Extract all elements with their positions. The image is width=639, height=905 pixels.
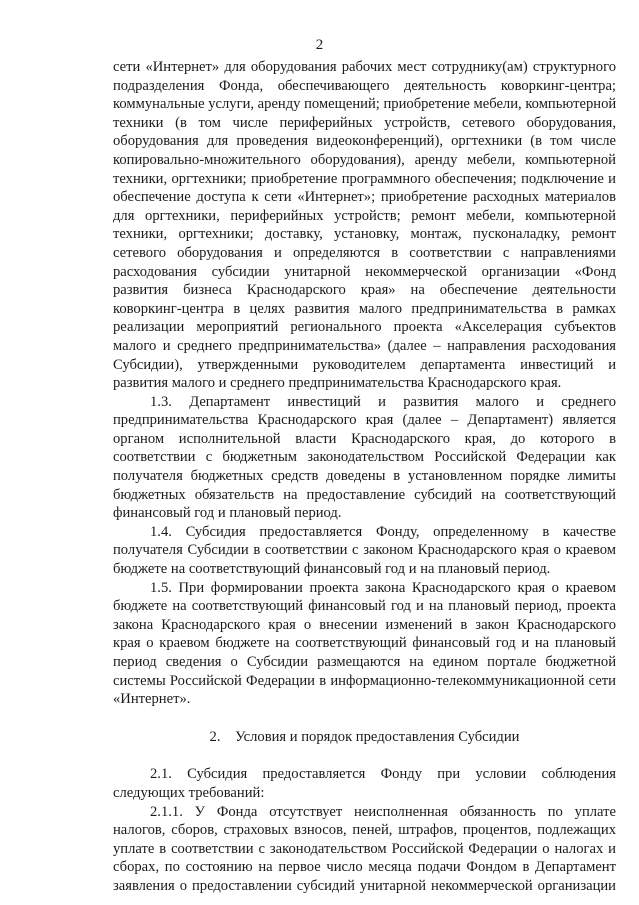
text-line: сетевого оборудования и определяются в соответствии с направлениями: [113, 244, 616, 261]
text-line: подразделения Фонда, обеспечивающего деятельность коворкинг-центра;: [113, 77, 616, 94]
text-line: техники, оргтехники; приобретение программного обеспечения; подключение и: [113, 170, 616, 187]
text-line: получателя Субсидии в соответствии с законом Краснодарского края о краевом: [113, 542, 616, 559]
text-line: сборах, по состоянию на первое число месяца подачи Фондом в Департамент: [113, 859, 616, 876]
text-line: коммунальные услуги, аренду помещений; приобретение мебели, компьютерной: [113, 96, 617, 113]
text-line: сети «Интернет» для оборудования рабочих мест сотруднику(ам) структурного: [113, 59, 616, 75]
text-line: период сведения о Субсидии размещаются на едином портале бюджетной: [113, 654, 616, 670]
text-line: края о краевом бюджете на соответствующий финансовый год и на плановый: [113, 635, 616, 652]
spacer: [113, 709, 616, 728]
paragraph-1-5-start: 1.5. При формировании проекта закона Краснодарского края о краевом: [150, 579, 616, 596]
paragraph-1-3-start: 1.3. Департамент инвестиций и развития малого и среднего: [150, 393, 616, 410]
paragraph-2-1-1-start: 2.1.1. У Фонда отсутствует неисполненная обязанность по уплате: [150, 803, 616, 820]
text-line: техники (в том числе периферийных устройств, сетевого оборудования,: [113, 114, 616, 131]
text-line: заявления о предоставлении субсидий унитарной некоммерческой организации: [113, 877, 616, 894]
text-line: системы Российской Федерации в информационно-телекоммуникационной сети: [113, 672, 616, 689]
text-line: техники, оргтехники; доставку, установку, монтаж, пусконаладку, ремонт: [113, 226, 616, 243]
text-line: Субсидии), утвержденными руководителем департамента инвестиций и: [113, 356, 616, 373]
text-line: финансовый год и плановый период.: [113, 505, 342, 522]
page-number: 2: [315, 37, 324, 53]
text-line: обеспечение доступа к сети «Интернет»; приобретение расходных материалов: [113, 189, 616, 206]
text-line: реализации мероприятий регионального проекта «Акселерация субъектов: [113, 319, 616, 336]
text-line: расходования субсидии унитарной некоммерческой организации «Фонд: [113, 263, 616, 280]
text-line: бюджете на соответствующий финансовый год и на плановый период, проекта: [113, 598, 616, 615]
paragraph-1-4-start: 1.4. Субсидия предоставляется Фонду, определенному в качестве: [150, 523, 616, 540]
text-line: для оргтехники, периферийных устройств; ремонт мебели, компьютерной: [113, 207, 616, 224]
paragraph-2-1-start: 2.1. Субсидия предоставляется Фонду при условии соблюдения: [150, 766, 616, 783]
text-line: органом исполнительной власти Краснодарского края, до которого в: [113, 430, 616, 447]
text-line: «Интернет».: [113, 691, 191, 708]
text-line: малого и среднего предпринимательства» (далее – направления расходования: [113, 337, 616, 354]
text-line: предпринимательства Краснодарского края (далее – Департамент) является: [113, 412, 616, 429]
text-line: развития бизнеса Краснодарского края» на обеспечение деятельности: [113, 282, 616, 299]
text-line: оборудования для проведения видеоконференций), оргтехники (в том числе: [113, 133, 616, 150]
section-heading: 2. Условия и порядок предоставления Субсидии: [209, 728, 520, 745]
text-line: налогов, сборов, страховых взносов, пеней, штрафов, процентов, подлежащих: [113, 822, 616, 839]
text-line: бюджетных обязательств на предоставление субсидий на соответствующий: [113, 486, 616, 503]
text-line: копировально-множительного оборудования), аренду мебели, компьютерной: [113, 151, 616, 168]
text-line: уплате в соответствии с законодательством Российской Федерации о налогах и: [113, 840, 616, 857]
text-line: следующих требований:: [113, 784, 265, 801]
text-line: соответствии с бюджетным законодательством Российской Федерации как: [113, 449, 616, 466]
document-body: [113, 58, 616, 896]
text-line: развития малого и среднего предпринимательства Краснодарского края.: [113, 375, 562, 392]
text-line: бюджете на соответствующий финансовый год и на плановый период.: [113, 561, 551, 578]
spacer: [113, 746, 616, 765]
text-line: коворкинг-центра в целях развития малого предпринимательства в рамках: [113, 300, 616, 317]
text-line: получателя бюджетных средств доведены в установленном порядке лимиты: [113, 468, 616, 485]
text-line: закона Краснодарского края о внесении изменений в закон Краснодарского: [113, 616, 616, 633]
